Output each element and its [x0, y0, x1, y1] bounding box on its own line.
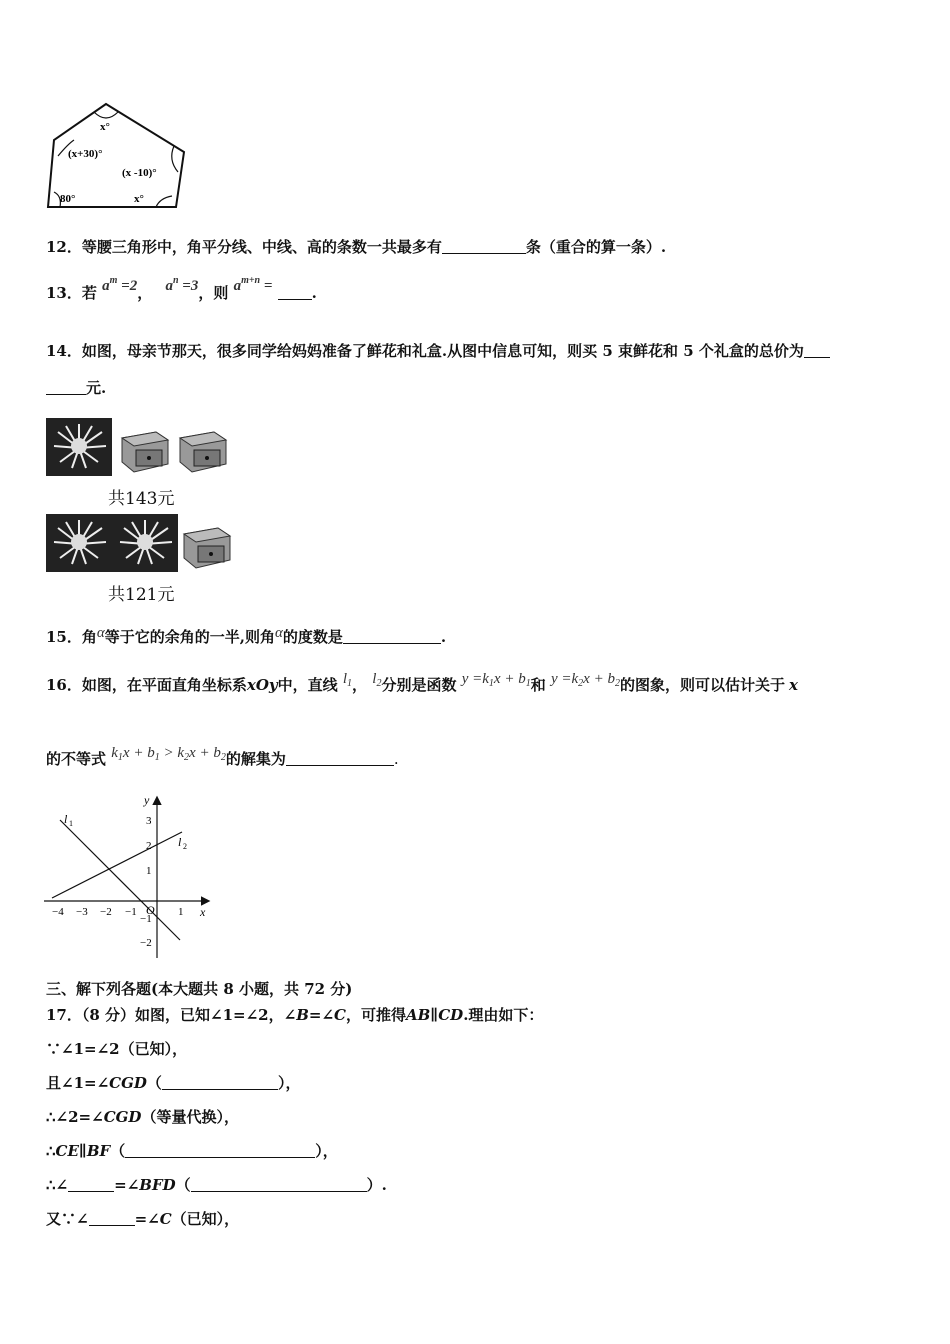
math-var: a [165, 278, 173, 294]
math-text: + [199, 745, 210, 761]
x-tick-label: −3 [76, 906, 88, 918]
answer-blank [804, 343, 830, 358]
question-14-cont [46, 377, 106, 398]
question-text: （ [175, 1176, 191, 1194]
price-caption: 共143元 [108, 489, 175, 509]
question-text: 分别是函数 [381, 676, 457, 694]
gift-box-image [178, 514, 234, 572]
question-text: 条（重合的算一条）. [525, 238, 667, 256]
math-var: BFD [139, 1176, 176, 1194]
math-var: b [213, 745, 221, 761]
question-text: 的解集为 [225, 750, 286, 768]
math-var: 1 [525, 678, 531, 689]
question-number: 13．若 [46, 284, 97, 302]
math-var: C [334, 1006, 346, 1024]
y-tick-label: 3 [146, 815, 152, 827]
answer-blank [278, 285, 312, 300]
y-axis-label: y [144, 793, 150, 807]
y-tick-label: 1 [146, 865, 152, 877]
pentagon-label: (x+30)° [68, 148, 103, 160]
answer-blank [442, 239, 526, 254]
question-text: 12．等腰三角形中，角平分线、中线、高的条数一共最多有 [46, 238, 442, 256]
proof-line-1: ∵∠1=∠2（已知）， [46, 1040, 188, 1058]
pentagon-figure [44, 100, 190, 212]
math-var: α [274, 625, 283, 641]
math-var: m [109, 275, 118, 286]
math-var: B [296, 1006, 309, 1024]
math-var: 2 [184, 752, 190, 763]
question-text: ，可推得 [345, 1006, 406, 1024]
question-13 [46, 275, 317, 303]
question-text: =∠ [308, 1006, 335, 1024]
question-text: 等于它的余角的一半,则角 [104, 628, 275, 646]
math-text: > [163, 745, 174, 761]
answer-blank [343, 629, 441, 644]
math-var: x [189, 745, 196, 761]
question-text: 16．如图，在平面直角坐标系 [46, 676, 247, 694]
math-var: n [172, 275, 179, 286]
x-tick-label: 1 [178, 906, 184, 918]
math-text: + [504, 671, 515, 687]
math-var: CGD [103, 1108, 142, 1126]
answer-blank [286, 751, 394, 766]
math-var: CGD [109, 1074, 147, 1092]
math-var: 1 [347, 678, 353, 689]
proof-line-5 [46, 1174, 387, 1195]
math-text: + [593, 671, 604, 687]
question-text: ）， [277, 1074, 301, 1092]
question-text: 和 [530, 676, 546, 694]
math-text: y =k [461, 671, 489, 687]
math-text: . [311, 284, 317, 302]
question-text: 且∠1=∠ [46, 1074, 110, 1092]
question-text: .理由如下： [463, 1006, 544, 1024]
question-text: （ [110, 1142, 126, 1160]
answer-blank [191, 1177, 367, 1192]
math-var: AB∥CD [405, 1006, 464, 1024]
question-text: （已知）， [171, 1210, 240, 1228]
answer-blank [125, 1143, 315, 1158]
question-text: （ [146, 1074, 162, 1092]
question-text: =∠ [134, 1210, 160, 1228]
math-var: x [122, 745, 130, 761]
question-text: 15．角 [46, 628, 97, 646]
pentagon-label: x° [100, 121, 110, 133]
question-text: =∠ [114, 1176, 140, 1194]
question-text: 又∵∠ [46, 1210, 89, 1228]
math-var: 1 [117, 752, 123, 763]
answer-blank [162, 1075, 278, 1090]
l1-sub: 1 [69, 819, 73, 828]
l2-sub: 2 [183, 842, 187, 851]
price-caption: 共121元 [108, 585, 175, 605]
x-tick-label: −1 [125, 906, 137, 918]
pentagon-label: x° [134, 193, 144, 205]
coordinate-graph [40, 790, 220, 960]
l2-label: l [178, 835, 182, 849]
math-var: a [102, 278, 110, 294]
answer-blank [89, 1211, 135, 1226]
question-text: ∴ [46, 1142, 56, 1160]
question-text: 17．（8 分）如图，已知∠1=∠2，∠ [46, 1006, 297, 1024]
y-tick-label: −1 [140, 913, 152, 925]
x-tick-label: −2 [100, 906, 112, 918]
question-text: ）. [366, 1176, 387, 1194]
question-15 [46, 626, 446, 647]
question-text: 元. [86, 379, 107, 397]
question-14 [46, 340, 830, 361]
question-text: . [393, 750, 399, 768]
math-text: y =k [550, 671, 579, 687]
x-axis-label: x [200, 905, 206, 919]
proof-line-6 [46, 1208, 239, 1229]
line-l2 [52, 832, 182, 898]
math-var: 1 [488, 678, 494, 689]
math-var: x [583, 671, 590, 687]
math-var: 2 [220, 752, 226, 763]
math-var: 2 [578, 678, 584, 689]
math-var: α [96, 625, 105, 641]
math-var: l [342, 671, 348, 687]
math-var: m+n [241, 275, 261, 286]
math-var: C [159, 1210, 172, 1228]
question-text: ∴∠ [46, 1176, 69, 1194]
gift-box-image [116, 418, 172, 476]
question-text: . [440, 628, 447, 646]
math-text: + [133, 745, 144, 761]
proof-line-3 [46, 1106, 239, 1127]
question-text: 的图象，则可以估计关于 [619, 676, 785, 694]
y-tick-label: 2 [146, 840, 152, 852]
pentagon-label: (x -10)° [122, 167, 157, 179]
question-text: ∴∠2=∠ [46, 1108, 104, 1126]
math-var: CE∥BF [55, 1142, 111, 1160]
math-text: ， [352, 676, 368, 694]
answer-blank [68, 1177, 114, 1192]
line-l1 [60, 820, 180, 940]
question-12 [46, 236, 666, 257]
flower-image [46, 418, 112, 476]
question-text: 中，直线 [277, 676, 338, 694]
math-var: 2 [376, 678, 382, 689]
question-text: ）， [315, 1142, 338, 1160]
math-text: =2 [121, 278, 138, 294]
y-tick-label: −2 [140, 937, 152, 949]
math-var: b [607, 671, 615, 687]
gift-box-image [174, 418, 230, 476]
math-text: = [263, 278, 273, 294]
answer-blank [46, 380, 86, 395]
math-var: 2 [614, 678, 620, 689]
math-var: x [788, 676, 798, 694]
l1-label: l [64, 812, 68, 826]
question-17 [46, 1004, 543, 1025]
question-16-cont: 的不等式 $k_1x + b_1 > k_2x + b_2$的解集为 . [46, 745, 399, 768]
math-var: l [372, 671, 377, 687]
question-text: （等量代换）， [141, 1108, 239, 1126]
pentagon-label: 80° [60, 193, 76, 205]
math-text: ， [137, 284, 153, 302]
question-16 [46, 671, 798, 696]
math-var: xOy [246, 676, 278, 694]
section-heading: 三、解下列各题(本大题共 8 小题，共 72 分) [46, 980, 353, 998]
proof-line-4 [46, 1140, 338, 1161]
math-var: 1 [154, 752, 160, 763]
math-text: ，则 [198, 284, 229, 302]
proof-line-2 [46, 1072, 300, 1093]
math-var: b [147, 745, 155, 761]
math-var: x [493, 671, 501, 687]
math-var: a [233, 278, 242, 294]
question-text: 14．如图，母亲节那天，很多同学给妈妈准备了鲜花和礼盒.从图中信息可知，则买 5 束鲜花和 5 个礼盒的总价为 [46, 342, 804, 360]
question-text: 的度数是 [282, 628, 343, 646]
flower-image [46, 514, 112, 572]
flower-image [112, 514, 178, 572]
x-tick-label: −4 [52, 906, 64, 918]
question-text: 的不等式 [46, 750, 107, 768]
math-text: =3 [182, 278, 199, 294]
math-var: b [518, 671, 526, 687]
origin-label: O [146, 903, 155, 917]
